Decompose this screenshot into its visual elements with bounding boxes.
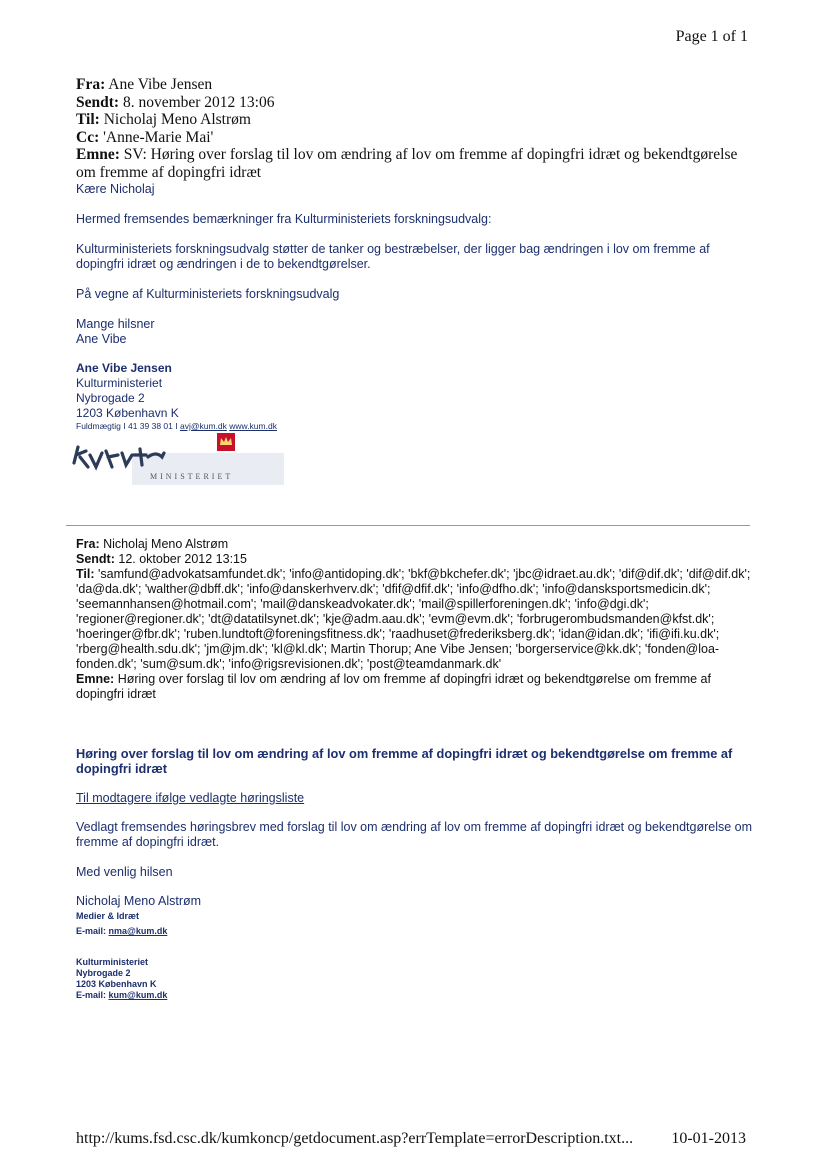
divider xyxy=(66,525,750,526)
forward-subject-line: Emne: Høring over forslag til lov om ændring af lov om fremme af dopingfri idræt og bekendtgørelse om fremme af dopingfri idræt xyxy=(76,672,711,701)
to-line: Til: Nicholaj Meno Alstrøm xyxy=(76,111,251,128)
logo-text: MINISTERIET xyxy=(150,472,234,481)
signature-web-link[interactable]: www.kum.dk xyxy=(229,421,277,431)
signature-org: Kulturministeriet xyxy=(76,376,163,390)
kultur-ministeriet-logo xyxy=(72,433,292,489)
org-email: E-mail: kum@kum.dk xyxy=(76,990,168,1000)
forward-closing: Med venlig hilsen xyxy=(76,865,173,879)
footer-url: http://kums.fsd.csc.dk/kumkoncp/getdocument.asp?errTemplate=errorDescription.txt... xyxy=(76,1130,634,1147)
forward-email-link[interactable]: nma@kum.dk xyxy=(108,926,168,936)
email-header xyxy=(76,76,756,181)
closing: Mange hilsner Ane Vibe xyxy=(76,317,155,346)
forward-signature-name: Nicholaj Meno Alstrøm xyxy=(76,894,202,908)
cc-line: Cc: 'Anne-Marie Mai' xyxy=(76,128,214,146)
forward-sent-line: Sendt: 12. oktober 2012 13:15 xyxy=(76,552,247,566)
message1-paragraph1: Hermed fremsendes bemærkninger fra Kulturministeriets forskningsudvalg: xyxy=(76,212,492,226)
org-street: Nybrogade 2 xyxy=(76,968,131,978)
sent-line: Sendt: 8. november 2012 13:06 xyxy=(76,93,275,111)
footer-date: 10-01-2013 xyxy=(671,1130,746,1147)
forward-heading: Høring over forslag til lov om ændring af lov om fremme af dopingfri idræt og bekendtgørelse om fremme af dopingfri idræt xyxy=(76,746,733,776)
from-line: Fra: Ane Vibe Jensen xyxy=(76,76,213,93)
recipients-link[interactable]: Til modtagere ifølge vedlagte høringsliste xyxy=(76,791,305,805)
message1-paragraph3: På vegne af Kulturministeriets forskningsudvalg xyxy=(76,287,340,301)
org-address-block xyxy=(76,957,756,1001)
signature-email-link[interactable]: avj@kum.dk xyxy=(179,421,227,431)
signature-street: Nybrogade 2 xyxy=(76,391,145,405)
org-email-link[interactable]: kum@kum.dk xyxy=(108,990,168,1000)
signature-block xyxy=(76,361,756,432)
subject-line: Emne: SV: Høring over forslag til lov om ændring af lov om fremme af dopingfri idræt og bekendtgørelse om fremme af dopingfri idræt xyxy=(76,146,738,181)
forward-signature-details xyxy=(76,911,756,937)
signature-contact: Fuldmægtig I 41 39 38 01 I avj@kum.dk www.kum.dk xyxy=(76,421,277,431)
signature-name: Ane Vibe Jensen xyxy=(76,361,172,375)
message1-paragraph2: Kulturministeriets forskningsudvalg støtter de tanker og bestræbelser, der ligger bag ændringen i lov om fremme af dopingfri idræt og ændringen i de to bekendtgørelser. xyxy=(76,242,710,271)
forward-header xyxy=(76,537,756,702)
forward-signature-email: E-mail: nma@kum.dk xyxy=(76,926,168,936)
forward-signature-dept: Medier & Idræt xyxy=(76,911,140,921)
forward-to-line: Til: 'samfund@advokatsamfundet.dk'; 'info@antidoping.dk'; 'bkf@bkchefer.dk'; 'jbc@idraet.au.dk'; 'dif@dif.dk'; 'dif@dif.dk'; 'da@da.dk'; 'walther@dbff.dk'; 'info@danskerhverv.dk'; 'dfif@dfif.dk'; 'info@dfho.dk'; 'info@dansksportsmedicin.dk'; 'seemannhansen@hotmail.com'; 'mail@danskeadvokater.dk'; 'mail@spillerforeningen.dk'; 'info@dgi.dk'; 'regioner@regioner.dk'; 'dt@datatilsynet.dk'; 'kje@adm.aau.dk'; 'evm@evm.dk'; 'forbrugerombudsmanden@kfst.dk'; 'hoeringer@fbr.dk'; 'ruben.lundtoft@foreningsfitness.dk'; 'raadhuset@frederiksberg.dk'; 'idan@idan.dk'; 'ifi@ifi.ku.dk'; 'rberg@health.sdu.dk'; 'jm@jm.dk'; 'kl@kl.dk'; Martin Thorup; Ane Vibe Jensen; 'borgerservice@kk.dk'; 'fonden@loa-fonden.dk'; 'sum@sum.dk'; 'info@rigsrevisionen.dk'; 'post@teamdanmark.dk' xyxy=(76,567,751,671)
greeting: Kære Nicholaj xyxy=(76,182,155,196)
page-number: Page 1 of 1 xyxy=(675,28,748,45)
signature-city: 1203 København K xyxy=(76,406,179,420)
forward-paragraph: Vedlagt fremsendes høringsbrev med forslag til lov om ændring af lov om fremme af dopingfri idræt og bekendtgørelse om fremme af dopingfri idræt. xyxy=(76,820,753,849)
forward-from-line: Fra: Nicholaj Meno Alstrøm xyxy=(76,537,229,551)
org-city: 1203 København K xyxy=(76,979,157,989)
org-name: Kulturministeriet xyxy=(76,957,149,967)
